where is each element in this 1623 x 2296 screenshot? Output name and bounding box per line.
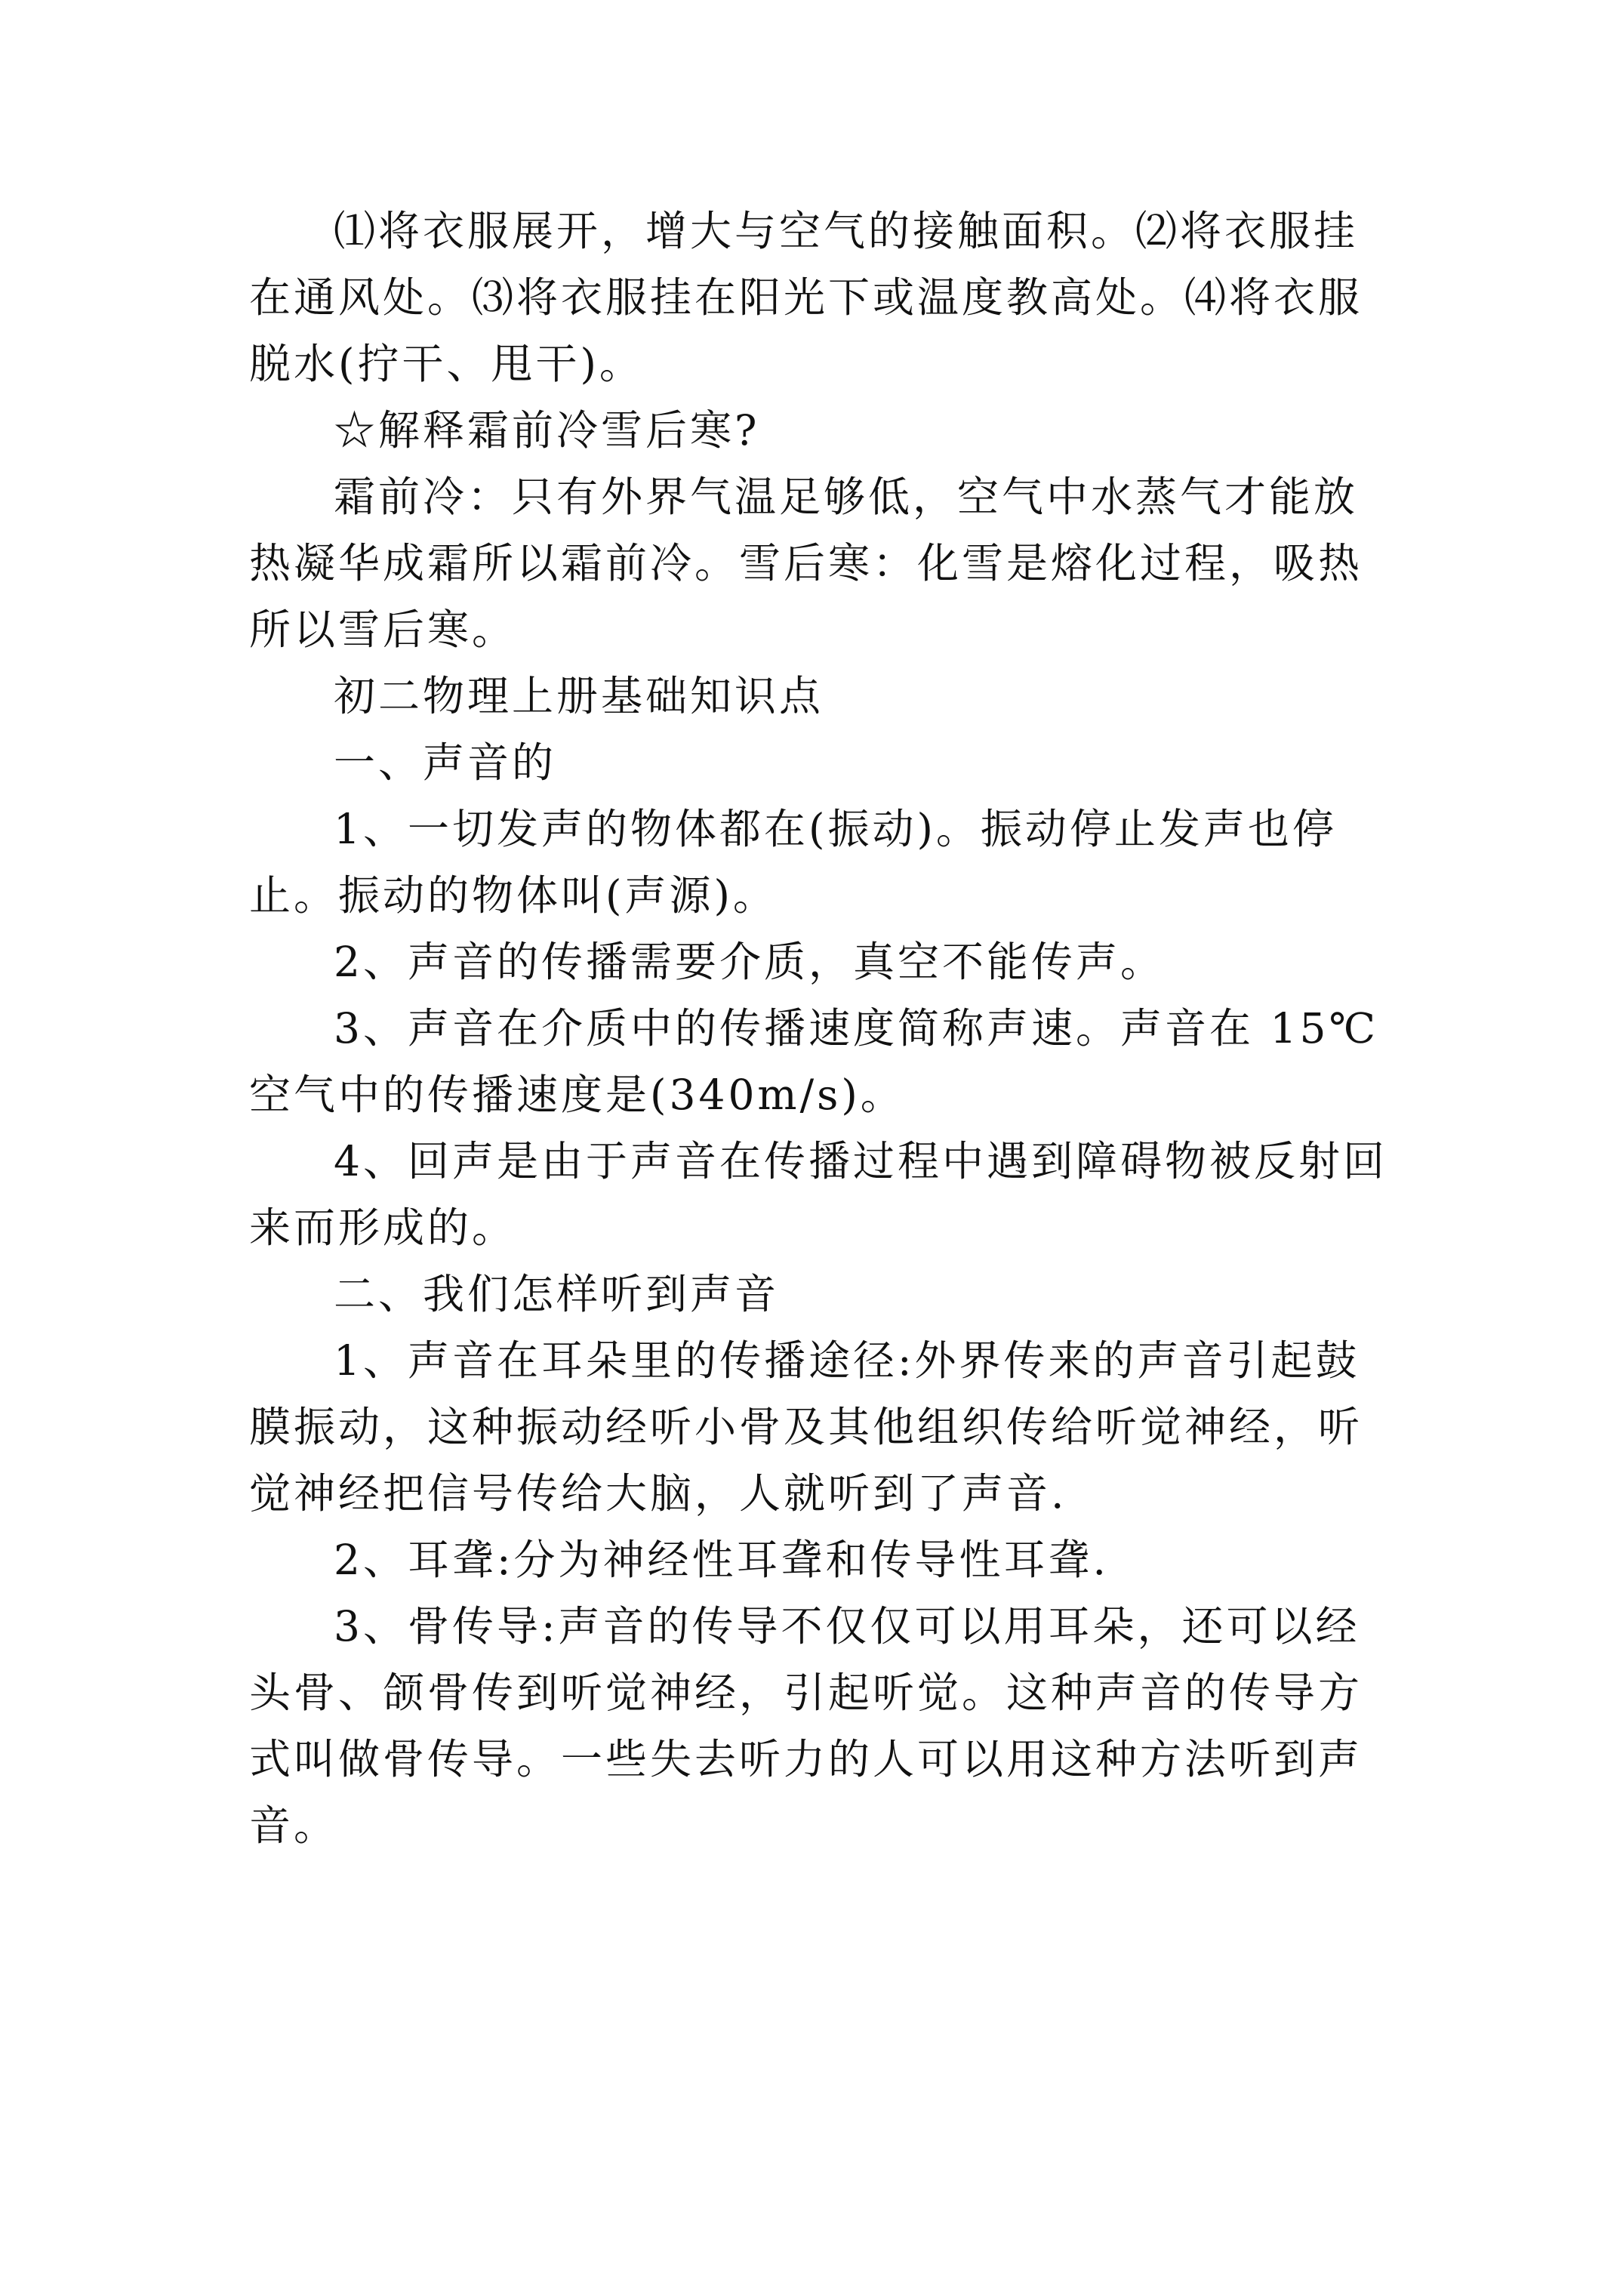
paragraph-medium: 2、声音的传播需要介质，真空不能传声。 <box>334 938 1165 986</box>
paragraph-question-frost: ☆解释霜前冷雪后寒? <box>334 406 760 455</box>
section-title: 初二物理上册基础知识点 <box>334 672 824 720</box>
paragraph-echo: 4、回声是由于声音在传播过程中遇到障碍物被反射回来而形成的。 <box>249 1137 1387 1252</box>
paragraph-frost-snow-explanation: 霜前冷：只有外界气温足够低，空气中水蒸气才能放热凝华成霜所以霜前冷。雪后寒：化雪是熔化过程，吸热所以雪后寒。 <box>249 473 1363 654</box>
paragraph-ear-path: 1、声音在耳朵里的传播途径:外界传来的声音引起鼓膜振动，这种振动经听小骨及其他组织传给听觉神经，听觉神经把信号传给大脑，人就听到了声音. <box>249 1336 1363 1518</box>
paragraph-deafness: 2、耳聋:分为神经性耳聋和传导性耳聋. <box>334 1536 1110 1584</box>
heading-sound: 一、声音的 <box>334 738 557 787</box>
heading-hearing: 二、我们怎样听到声音 <box>334 1270 780 1318</box>
paragraph-vibration: 1、一切发声的物体都在(振动)。振动停止发声也停止。振动的物体叫(声源)。 <box>249 805 1337 920</box>
document-body <box>249 198 1397 1859</box>
paragraph-bone-conduction: 3、骨传导:声音的传导不仅仅可以用耳朵，还可以经头骨、颌骨传到听觉神经，引起听觉。这种声音的传导方式叫做骨传导。一些失去听力的人可以用这种方法听到声音。 <box>249 1602 1363 1850</box>
paragraph-sound-speed: 3、声音在介质中的传播速度简称声速。声音在 15℃空气中的传播速度是(340m/s)。 <box>249 1004 1378 1119</box>
paragraph-clothes-drying: ⑴将衣服展开，增大与空气的接触面积。⑵将衣服挂在通风处。⑶将衣服挂在阳光下或温度教高处。⑷将衣服脱水(拧干、甩干)。 <box>249 207 1363 388</box>
